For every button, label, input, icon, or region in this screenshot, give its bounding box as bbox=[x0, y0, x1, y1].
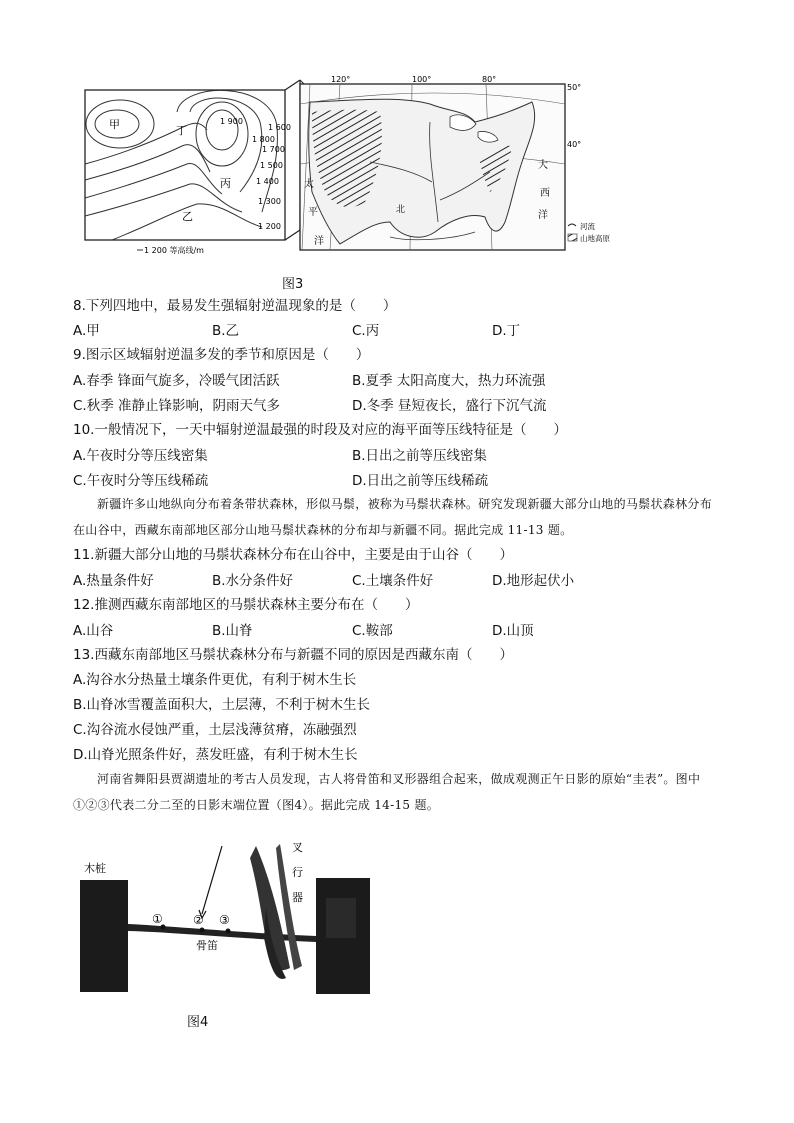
legend-river: 河流 bbox=[580, 222, 595, 231]
contour-label-1700: 1 700 bbox=[262, 145, 285, 154]
wooden-post-left bbox=[80, 880, 128, 992]
lat-40: 40° bbox=[567, 140, 582, 149]
lon-80: 80° bbox=[482, 75, 497, 84]
place-bei: 北 bbox=[396, 205, 406, 215]
river-legend-icon bbox=[568, 224, 576, 226]
q8-option-d[interactable]: D.丁 bbox=[492, 323, 521, 339]
ocean-right-2: 西 bbox=[540, 188, 550, 199]
passage-14-15: 河南省舞阳县贾湖遗址的考古人员发现，古人将骨笛和叉形器组合起来，做成观测正午日影的原始“圭表”。图中①②③代表二分二至的日影末端位置（图4）。据此完成 14-15 题。 bbox=[73, 772, 701, 812]
q12-option-a[interactable]: A.山谷 bbox=[73, 623, 114, 639]
lon-120: 120° bbox=[331, 75, 351, 84]
lat-50: 50° bbox=[567, 83, 582, 92]
q12-option-b[interactable]: B.山脊 bbox=[212, 623, 253, 639]
label-bing: 丙 bbox=[220, 177, 231, 190]
q9-option-a[interactable]: A.春季 锋面气旋多，冷暖气团活跃 bbox=[73, 373, 280, 389]
marker-1: ① bbox=[152, 912, 163, 926]
q8-option-c[interactable]: C.丙 bbox=[352, 323, 380, 339]
contour-label-1300: 1 300 bbox=[258, 197, 281, 206]
contour-label-1600: 1 600 bbox=[268, 123, 291, 132]
contour-label-1500: 1 500 bbox=[260, 161, 283, 170]
q10-option-a[interactable]: A.午夜时分等压线密集 bbox=[73, 448, 208, 464]
figure-4 bbox=[80, 838, 380, 998]
q12-stem: 12.推测西藏东南部地区的马鬃状森林主要分布在（ ） bbox=[73, 597, 419, 613]
ocean-right-3: 洋 bbox=[538, 210, 548, 221]
q9-option-c[interactable]: C.秋季 准静止锋影响，阴雨天气多 bbox=[73, 398, 281, 414]
contour-label-1800: 1 800 bbox=[252, 135, 275, 144]
ocean-left-2: 平 bbox=[308, 207, 318, 218]
label-fork-2: 行 bbox=[292, 866, 303, 879]
q11-option-d[interactable]: D.地形起伏小 bbox=[492, 573, 575, 589]
label-fork-3: 器 bbox=[292, 891, 303, 904]
contour-label-1200: 1 200 bbox=[258, 222, 281, 231]
q12-option-c[interactable]: C.鞍部 bbox=[352, 623, 393, 639]
q8-option-b[interactable]: B.乙 bbox=[212, 323, 240, 339]
q13-option-c[interactable]: C.沟谷流水侵蚀严重，土层浅薄贫瘠，冻融强烈 bbox=[73, 722, 357, 738]
figure-3 bbox=[82, 72, 610, 260]
q9-option-d[interactable]: D.冬季 昼短夜长，盛行下沉气流 bbox=[352, 398, 547, 414]
q11-option-a[interactable]: A.热量条件好 bbox=[73, 573, 154, 589]
us-map bbox=[300, 72, 610, 260]
marker-2: ② bbox=[193, 913, 204, 927]
label-bone-flute: 骨笛 bbox=[196, 939, 218, 952]
label-ding: 丁 bbox=[176, 124, 187, 137]
contour-legend: 1 200 等高线/m bbox=[144, 246, 204, 255]
ocean-left-3: 洋 bbox=[314, 236, 324, 247]
ocean-left-1: 太 bbox=[304, 179, 314, 190]
label-wooden-post: 木桩 bbox=[84, 862, 106, 875]
contour-label-1900: 1 900 bbox=[220, 117, 243, 126]
lon-100: 100° bbox=[412, 75, 432, 84]
q10-stem: 10.一般情况下，一天中辐射逆温最强的时段及对应的海平面等压线特征是（ ） bbox=[73, 422, 567, 438]
q11-stem: 11.新疆大部分山地的马鬃状森林分布在山谷中，主要是由于山谷（ ） bbox=[73, 547, 513, 563]
q10-option-c[interactable]: C.午夜时分等压线稀疏 bbox=[73, 473, 209, 489]
contour-map bbox=[82, 72, 302, 260]
figure-3-caption: 图3 bbox=[282, 277, 304, 292]
q8-stem: 8.下列四地中，最易发生强辐射逆温现象的是（ ） bbox=[73, 298, 397, 314]
q13-option-a[interactable]: A.沟谷水分热量土壤条件更优，有利于树木生长 bbox=[73, 672, 357, 688]
q9-option-b[interactable]: B.夏季 太阳高度大，热力环流强 bbox=[352, 373, 546, 389]
figure-4-caption: 图4 bbox=[187, 1015, 209, 1030]
marker-3: ③ bbox=[219, 913, 230, 927]
q10-option-d[interactable]: D.日出之前等压线稀疏 bbox=[352, 473, 489, 489]
q11-option-c[interactable]: C.土壤条件好 bbox=[352, 573, 434, 589]
q13-option-b[interactable]: B.山脊冰雪覆盖面积大，土层薄，不利于树木生长 bbox=[73, 697, 371, 713]
label-jia: 甲 bbox=[109, 118, 120, 131]
ocean-right-1: 大 bbox=[538, 160, 548, 171]
label-fork-1: 叉 bbox=[292, 841, 303, 854]
q8-option-a[interactable]: A.甲 bbox=[73, 323, 100, 339]
label-yi: 乙 bbox=[182, 210, 193, 223]
contour-label-1400: 1 400 bbox=[256, 177, 279, 186]
passage-11-13: 新疆许多山地纵向分布着条带状森林，形似马鬃，被称为马鬃状森林。研究发现新疆大部分山地的马鬃状森林分布在山谷中，西藏东南部地区部分山地马鬃状森林的分布却与新疆不同。据此完成 11-13 题。 bbox=[73, 497, 713, 537]
plateau-legend-icon bbox=[568, 234, 577, 241]
q13-stem: 13.西藏东南部地区马鬃状森林分布与新疆不同的原因是西藏东南（ ） bbox=[73, 647, 513, 663]
q10-option-b[interactable]: B.日出之前等压线密集 bbox=[352, 448, 488, 464]
q9-stem: 9.图示区域辐射逆温多发的季节和原因是（ ） bbox=[73, 347, 370, 363]
legend-plateau: 山地高原 bbox=[580, 234, 610, 243]
q12-option-d[interactable]: D.山顶 bbox=[492, 623, 534, 639]
q11-option-b[interactable]: B.水分条件好 bbox=[212, 573, 294, 589]
q13-option-d[interactable]: D.山脊光照条件好，蒸发旺盛，有利于树木生长 bbox=[73, 747, 358, 763]
